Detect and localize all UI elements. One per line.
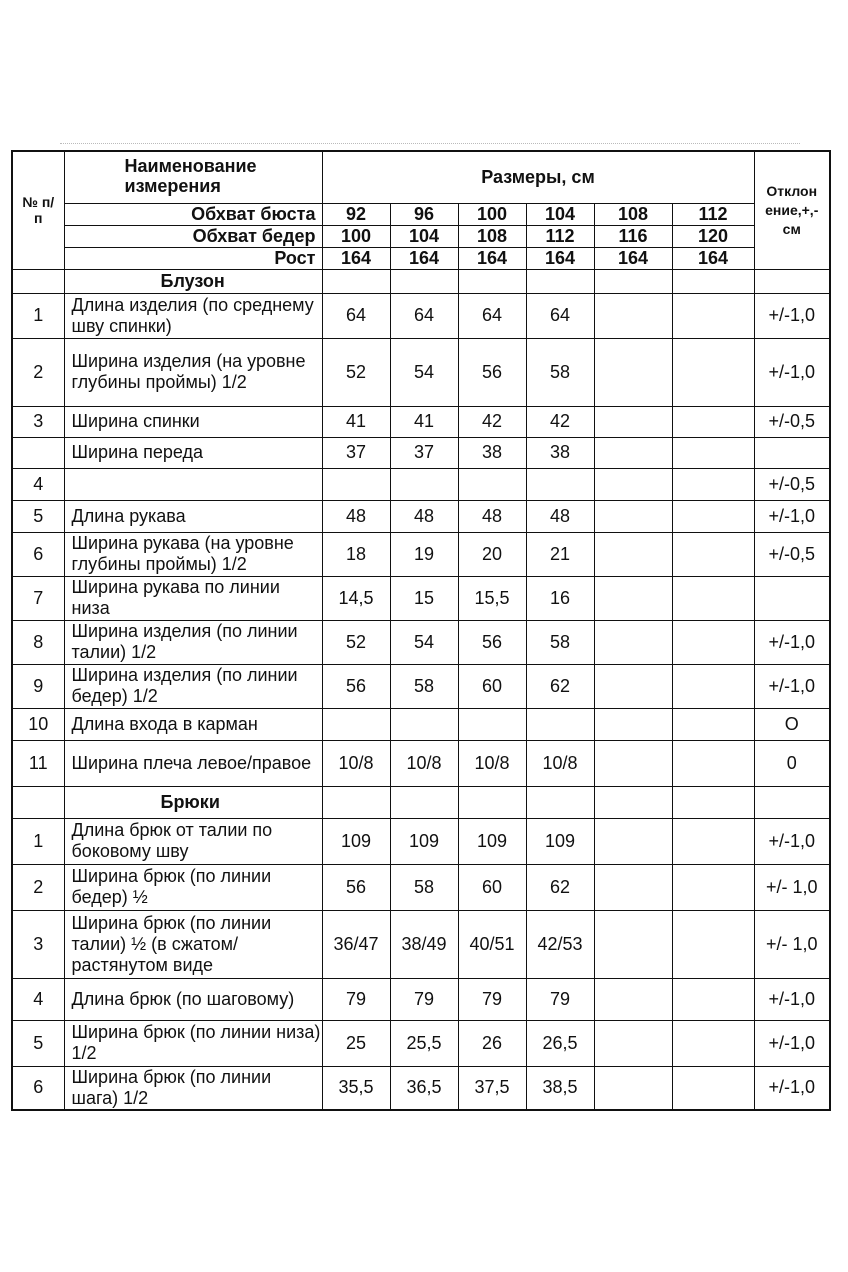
param-value: 164 [322,247,390,269]
measure-name: Длина входа в карман [64,708,322,740]
size-value: 109 [526,818,594,864]
size-value: 109 [322,818,390,864]
measure-name: Длина брюк (по шаговому) [64,978,322,1020]
deviation-value: О [754,708,830,740]
table-row [12,864,830,910]
param-value: 96 [390,203,458,225]
size-value [458,468,526,500]
size-value: 10/8 [526,740,594,786]
row-number: 4 [12,468,64,500]
size-value: 109 [390,818,458,864]
size-value [672,338,754,406]
number-header: № п/п [12,151,64,269]
deviation-value [754,576,830,620]
param-value: 100 [322,225,390,247]
size-value: 54 [390,338,458,406]
empty-cell [458,786,526,818]
empty-cell [672,269,754,293]
deviation-value: +/-1,0 [754,620,830,664]
row-number: 3 [12,910,64,978]
size-value [672,910,754,978]
size-value [672,740,754,786]
size-value: 25 [322,1020,390,1066]
size-value [672,864,754,910]
deviation-value: +/-1,0 [754,818,830,864]
size-value: 16 [526,576,594,620]
empty-cell [526,269,594,293]
size-value [594,468,672,500]
row-number: 1 [12,818,64,864]
row-number: 2 [12,864,64,910]
size-value [672,708,754,740]
size-value [322,468,390,500]
size-value: 52 [322,338,390,406]
param-value: 108 [458,225,526,247]
deviation-value [754,437,830,468]
section-title: Блузон [64,269,322,293]
table-row [12,1066,830,1110]
table-row [12,468,830,500]
measure-name: Длина рукава [64,500,322,532]
size-value [390,468,458,500]
size-value: 64 [458,293,526,338]
row-number [12,437,64,468]
measure-name: Длина брюк от талии по боковому шву [64,818,322,864]
size-value [526,468,594,500]
param-value: 164 [390,247,458,269]
deviation-value: +/-1,0 [754,1020,830,1066]
measure-name: Ширина изделия (по линии талии) 1/2 [64,620,322,664]
row-number: 11 [12,740,64,786]
deviation-value: +/-1,0 [754,293,830,338]
size-value [594,1020,672,1066]
size-value [594,740,672,786]
size-value [672,1066,754,1110]
param-value: 164 [594,247,672,269]
size-value [672,437,754,468]
table-row [12,532,830,576]
size-value: 48 [390,500,458,532]
deviation-value: +/-1,0 [754,978,830,1020]
measure-name: Ширина рукава (на уровне глубины проймы) 1/2 [64,532,322,576]
param-value: 92 [322,203,390,225]
size-value: 15 [390,576,458,620]
param-row [12,203,830,225]
measure-name: Ширина брюк (по линии бедер) ½ [64,864,322,910]
header-row [12,151,830,203]
size-value: 36,5 [390,1066,458,1110]
empty-cell [390,786,458,818]
row-number: 6 [12,1066,64,1110]
size-value [594,978,672,1020]
size-value: 15,5 [458,576,526,620]
size-value: 18 [322,532,390,576]
size-value: 58 [390,664,458,708]
size-value: 21 [526,532,594,576]
measure-name: Ширина изделия (на уровне глубины проймы) 1/2 [64,338,322,406]
size-value: 48 [526,500,594,532]
table-row [12,576,830,620]
table-row [12,406,830,437]
measure-name [64,468,322,500]
section-title: Брюки [64,786,322,818]
size-value: 14,5 [322,576,390,620]
param-value: 108 [594,203,672,225]
empty-cell [754,786,830,818]
measure-name: Ширина рукава по линии низа [64,576,322,620]
row-number: 5 [12,1020,64,1066]
empty-cell [754,269,830,293]
size-value: 79 [458,978,526,1020]
size-value: 38/49 [390,910,458,978]
param-value: 164 [526,247,594,269]
size-value: 48 [322,500,390,532]
size-value: 48 [458,500,526,532]
size-value [672,500,754,532]
size-value: 40/51 [458,910,526,978]
table-row [12,740,830,786]
measure-name: Длина изделия (по среднему шву спинки) [64,293,322,338]
size-value: 58 [526,338,594,406]
size-value [672,576,754,620]
size-value: 41 [322,406,390,437]
size-value: 56 [458,338,526,406]
param-label: Обхват бедер [64,225,322,247]
deviation-value: +/-1,0 [754,664,830,708]
deviation-value: +/-1,0 [754,500,830,532]
size-value [594,500,672,532]
measure-name: Ширина плеча левое/правое [64,740,322,786]
deviation-value: +/- 1,0 [754,910,830,978]
size-value: 64 [390,293,458,338]
size-value: 37 [390,437,458,468]
measure-name: Ширина спинки [64,406,322,437]
size-value: 42 [458,406,526,437]
table-row [12,708,830,740]
size-value: 79 [526,978,594,1020]
deviation-value: +/-0,5 [754,468,830,500]
param-row [12,247,830,269]
empty-cell [672,786,754,818]
empty-cell [594,786,672,818]
sizes-title: Размеры, см [322,151,754,203]
row-number: 5 [12,500,64,532]
measure-name: Ширина изделия (по линии бедер) 1/2 [64,664,322,708]
size-value: 64 [322,293,390,338]
size-value [594,664,672,708]
size-value: 38 [458,437,526,468]
table-row [12,293,830,338]
size-value: 60 [458,664,526,708]
table-row [12,818,830,864]
size-value: 62 [526,664,594,708]
size-value: 58 [390,864,458,910]
size-value: 58 [526,620,594,664]
deviation-value: +/-1,0 [754,338,830,406]
size-value [672,468,754,500]
section-header-row [12,269,830,293]
size-value: 36/47 [322,910,390,978]
empty-cell [594,269,672,293]
table-row [12,664,830,708]
row-number: 10 [12,708,64,740]
deviation-value: +/-1,0 [754,1066,830,1110]
row-number: 8 [12,620,64,664]
size-value: 37 [322,437,390,468]
deviation-value: +/-0,5 [754,532,830,576]
size-value [672,1020,754,1066]
size-value: 25,5 [390,1020,458,1066]
param-value: 112 [672,203,754,225]
row-number: 4 [12,978,64,1020]
param-label: Обхват бюста [64,203,322,225]
size-value: 54 [390,620,458,664]
size-value [594,406,672,437]
size-value: 42/53 [526,910,594,978]
size-value: 109 [458,818,526,864]
row-number: 9 [12,664,64,708]
size-value [672,620,754,664]
deviation-value: +/-0,5 [754,406,830,437]
size-value [594,818,672,864]
size-value: 10/8 [390,740,458,786]
size-value: 19 [390,532,458,576]
size-value: 64 [526,293,594,338]
size-value: 62 [526,864,594,910]
table-row [12,1020,830,1066]
row-number: 3 [12,406,64,437]
size-value: 42 [526,406,594,437]
measure-name: Ширина брюк (по линии низа) 1/2 [64,1020,322,1066]
section-header-row [12,786,830,818]
param-value: 120 [672,225,754,247]
size-value: 10/8 [322,740,390,786]
empty-cell [322,786,390,818]
table-row [12,338,830,406]
measure-name: Ширина переда [64,437,322,468]
size-value: 56 [322,864,390,910]
row-number: 1 [12,293,64,338]
deviation-value: +/- 1,0 [754,864,830,910]
size-value [672,664,754,708]
param-row [12,225,830,247]
size-value [322,708,390,740]
size-value: 60 [458,864,526,910]
size-value: 10/8 [458,740,526,786]
param-value: 164 [672,247,754,269]
row-number: 7 [12,576,64,620]
size-chart-table [11,150,831,1111]
measure-name: Ширина брюк (по линии талии) ½ (в сжатом/растянутом виде [64,910,322,978]
param-value: 112 [526,225,594,247]
size-value: 56 [322,664,390,708]
size-value [672,406,754,437]
size-value [458,708,526,740]
size-value [526,708,594,740]
size-value [594,1066,672,1110]
size-value [594,620,672,664]
size-value [594,910,672,978]
empty-cell [390,269,458,293]
size-value [594,338,672,406]
size-value: 37,5 [458,1066,526,1110]
size-value [672,532,754,576]
param-value: 104 [526,203,594,225]
size-value: 52 [322,620,390,664]
size-value: 41 [390,406,458,437]
deviation-value: 0 [754,740,830,786]
measure-name: Ширина брюк (по линии шага) 1/2 [64,1066,322,1110]
size-value [594,532,672,576]
size-value: 79 [322,978,390,1020]
size-value: 56 [458,620,526,664]
size-value: 35,5 [322,1066,390,1110]
deviation-header: Отклон ение,+,- см [754,151,830,269]
table-row [12,978,830,1020]
section-empty-cell [12,269,64,293]
size-value [594,708,672,740]
size-value: 20 [458,532,526,576]
size-value [594,864,672,910]
size-value [594,293,672,338]
param-value: 116 [594,225,672,247]
table-row [12,437,830,468]
param-label: Рост [64,247,322,269]
size-value: 38,5 [526,1066,594,1110]
size-value [672,818,754,864]
top-dotted-line [60,143,800,146]
section-empty-cell [12,786,64,818]
size-value: 26 [458,1020,526,1066]
measure-name-header: Наименование измерения [64,151,322,203]
size-value [390,708,458,740]
table-row [12,910,830,978]
empty-cell [526,786,594,818]
size-value: 79 [390,978,458,1020]
param-value: 104 [390,225,458,247]
size-value [672,978,754,1020]
table-row [12,500,830,532]
size-value: 38 [526,437,594,468]
empty-cell [322,269,390,293]
row-number: 2 [12,338,64,406]
size-value [594,437,672,468]
param-value: 164 [458,247,526,269]
row-number: 6 [12,532,64,576]
size-value [672,293,754,338]
empty-cell [458,269,526,293]
size-value [594,576,672,620]
param-value: 100 [458,203,526,225]
size-value: 26,5 [526,1020,594,1066]
table-row [12,620,830,664]
